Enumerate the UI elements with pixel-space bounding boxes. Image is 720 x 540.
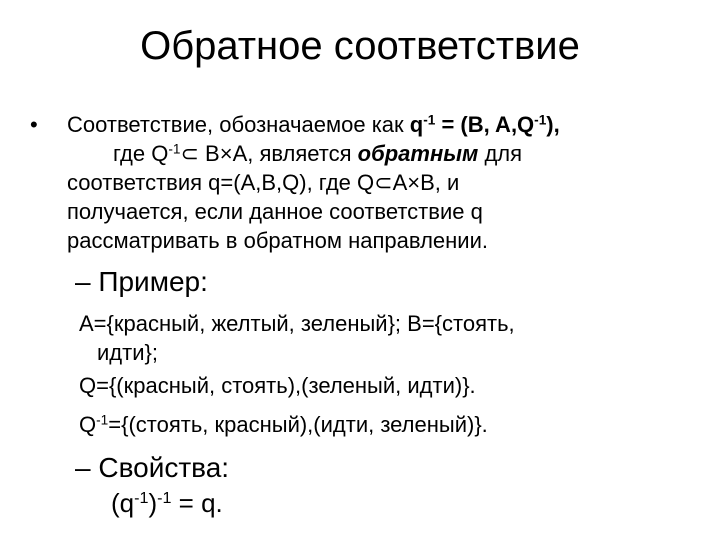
definition-line-4: получается, если данное соответствие q: [67, 199, 483, 224]
example-line-3: Q={(красный, стоять),(зеленый, идти)}.: [79, 373, 476, 398]
inverse-exponent: -1: [168, 141, 181, 157]
formula-text: ): [148, 488, 158, 518]
definition-text: A, является: [232, 141, 358, 166]
example-text: Q: [79, 412, 97, 437]
definition-line-5: рассматривать в обратном направлении.: [67, 228, 488, 253]
example-line-1: A={красный, желтый, зеленый}; B={стоять,: [79, 311, 515, 336]
definition-line-1: [67, 112, 560, 138]
bullet-marker: •: [30, 112, 38, 137]
slide-title: Обратное соответствие: [140, 24, 580, 68]
example-line-4: [79, 412, 488, 438]
subset-symbol: ⊂: [374, 170, 393, 195]
example-heading: – Пример:: [75, 266, 208, 297]
definition-text: A: [392, 170, 408, 195]
definition-text: соответствия q=(A,B,Q), где Q: [67, 170, 375, 195]
definition-text: Соответствие, обозначаемое как: [67, 112, 410, 137]
formula-text: = q.: [171, 488, 223, 518]
tuple-close: ),: [546, 112, 560, 137]
inverse-exponent: -1: [134, 489, 149, 508]
definition-text: для: [478, 141, 523, 166]
definition-text: где Q: [113, 141, 169, 166]
inverse-exponent: -1: [157, 489, 172, 508]
subset-symbol: ⊂: [180, 141, 199, 166]
times-symbol: ×: [219, 141, 233, 166]
definition-text: B, и: [420, 170, 460, 195]
times-symbol: ×: [407, 170, 421, 195]
definition-line-2: [113, 141, 522, 167]
emphasized-term: обратным: [357, 141, 479, 166]
inverse-exponent: -1: [96, 412, 109, 428]
example-line-2: идти};: [97, 340, 158, 365]
definition-line-3: [67, 170, 459, 196]
properties-formula: [111, 488, 223, 519]
tuple-text: = (B, A,Q: [435, 112, 535, 137]
inverse-exponent: -1: [534, 112, 547, 128]
inverse-exponent: -1: [423, 112, 436, 128]
definition-text: B: [198, 141, 220, 166]
properties-heading: – Свойства:: [75, 452, 230, 483]
formula-text: (q: [111, 488, 135, 518]
example-text: ={(стоять, красный),(идти, зеленый)}.: [108, 412, 488, 437]
relation-symbol: q: [409, 112, 424, 137]
